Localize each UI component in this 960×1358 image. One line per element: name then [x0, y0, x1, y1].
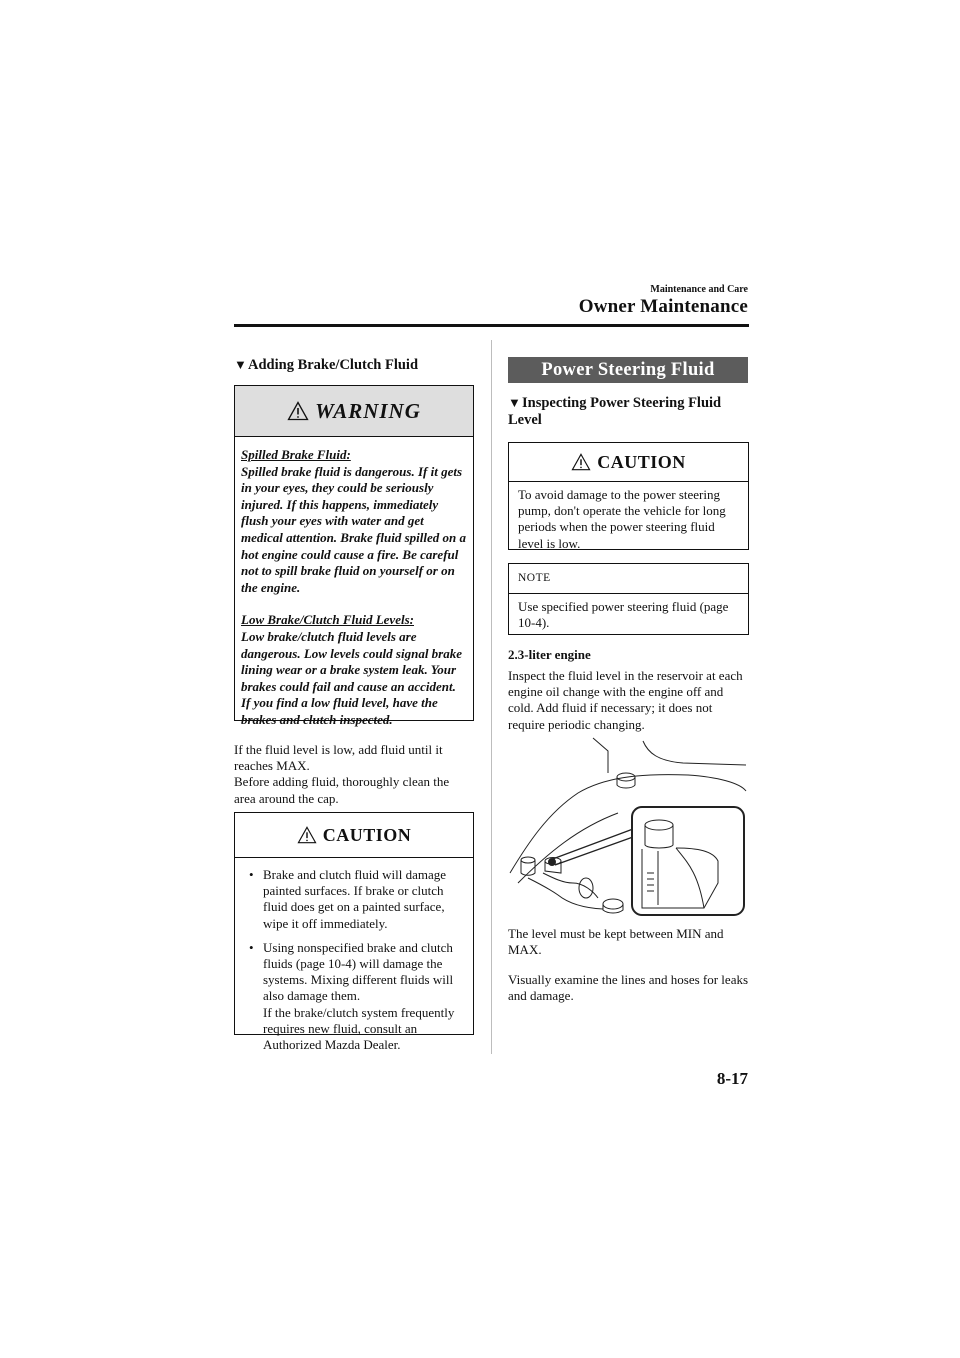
page-title: Owner Maintenance — [578, 296, 748, 317]
warning-triangle-icon — [287, 401, 309, 421]
note-box — [508, 563, 749, 635]
caution-bullet-text: Brake and clutch fluid will damage painted surfaces. If brake or clutch fluid does get on a painted surface, wipe it off immediately. — [263, 867, 447, 931]
warning-triangle-icon — [297, 826, 317, 844]
caution-bullet-text: Using nonspecified brake and clutch fluids (page 10-4) will damage the systems. Mixing different fluids will also damage them. — [263, 939, 454, 1004]
engine-label: 2.3-liter engine — [508, 647, 591, 662]
page-number: 8-17 — [716, 1069, 748, 1088]
warning-p1-text: Spilled brake fluid is dangerous. If it gets in your eyes, they could be seriously injured. If this happens, immediately flush your eyes with water and get medical attention. Brake fluid spilled on a hot engine could cause a fire. Be careful not to spill brake fluid on yourself or on the engine. — [241, 463, 466, 595]
warning-header — [235, 386, 473, 437]
note-text: Use specified power steering fluid (page 10-4). — [518, 599, 729, 631]
caution-bullet-text: If the brake/clutch system frequently requires new fluid, consult an Authorized Mazda Dealer. — [263, 1004, 455, 1053]
caution-bullet — [263, 867, 467, 932]
section-heading-power-steering — [508, 394, 750, 429]
warning-p2-title: Low Brake/Clutch Fluid Levels: — [241, 612, 414, 628]
warning-title: WARNING — [315, 398, 421, 423]
triangle-bullet-icon: ▼ — [508, 395, 521, 410]
left-para-2: Before adding fluid, thoroughly clean the area around the cap. — [234, 774, 450, 806]
section-heading-text: Inspecting Power Steering Fluid Level — [508, 395, 722, 428]
right-para-3: Visually examine the lines and hoses for leaks and damage. — [508, 972, 749, 1004]
caution-header — [509, 443, 748, 482]
caution-title: CAUTION — [322, 824, 412, 845]
warning-triangle-icon — [571, 453, 591, 471]
caution-box-brake — [234, 812, 474, 1053]
right-para-1: Inspect the fluid level in the reservoir at each engine oil change with the engine off and cold. Add fluid if necessary; it does not require periodic changing. — [508, 668, 743, 732]
caution-box-steering — [508, 442, 749, 550]
section-heading-text: Adding Brake/Clutch Fluid — [248, 357, 419, 373]
warning-box — [234, 385, 474, 727]
warning-p1-title: Spilled Brake Fluid: — [241, 447, 351, 462]
header-rule — [234, 324, 749, 327]
power-steering-reservoir-illustration — [508, 733, 748, 918]
caution-text: To avoid damage to the power steering pump, don't operate the vehicle for long periods when the power steering fluid level is low. — [518, 487, 726, 551]
caution-bullet — [263, 940, 467, 1053]
left-paragraph — [234, 742, 474, 807]
section-banner: Power Steering Fluid — [508, 357, 748, 383]
caution-title: CAUTION — [597, 451, 686, 472]
section-heading-brake-fluid — [234, 356, 474, 374]
triangle-bullet-icon: ▼ — [234, 357, 247, 372]
left-para-1: If the fluid level is low, add fluid until it reaches MAX. — [234, 742, 443, 774]
engine-bay-illustration — [508, 733, 748, 918]
caution-body — [235, 858, 473, 1053]
caution-header — [235, 813, 473, 858]
warning-p2-text: Low brake/clutch fluid levels are dangerous. Low levels could signal brake lining wear or a brake system leak. Your brakes could fail and cause an accident. If you find a low fluid level, have the brakes and clutch inspected. — [241, 628, 463, 727]
chapter-label: Maintenance and Care — [650, 284, 748, 295]
note-title: NOTE — [509, 564, 748, 594]
warning-body — [235, 437, 473, 735]
right-para-2: The level must be kept between MIN and MAX. — [508, 926, 724, 958]
column-divider — [491, 340, 492, 1054]
